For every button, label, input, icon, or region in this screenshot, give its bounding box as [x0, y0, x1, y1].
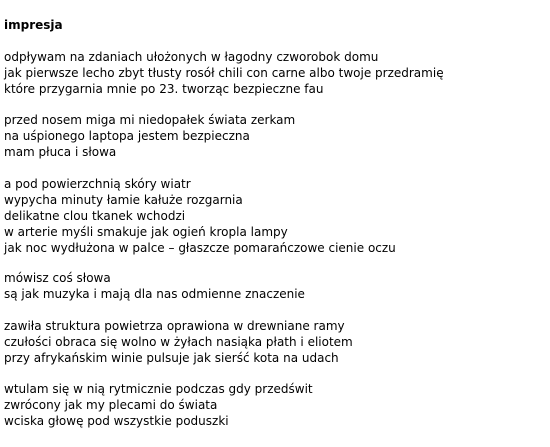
poem-line: a pod powierzchnią skóry wiatr	[4, 177, 191, 191]
stanza-5	[4, 318, 353, 366]
poem-line: wtulam się w nią rytmicznie podczas gdy przedświt	[4, 382, 313, 396]
poem-line: odpływam na zdaniach ułożonych w łagodny czworobok domu	[4, 50, 379, 64]
poem-line: w arterie myśli smakuje jak ogień kropla lampy	[4, 225, 288, 239]
poem-line: wypycha minuty łamie kałuże rozgarnia	[4, 193, 243, 207]
poem-line: zawiła struktura powietrza oprawiona w drewniane ramy	[4, 319, 345, 333]
poem-line: na uśpionego laptopa jestem bezpieczna	[4, 129, 250, 143]
poem-line: są jak muzyka i mają dla nas odmienne znaczenie	[4, 287, 305, 301]
poem-line: czułości obraca się wolno w żyłach nasiąka płath i eliotem	[4, 335, 353, 349]
poem-line: jak noc wydłużona w palce – głaszcze pomarańczowe cienie oczu	[4, 241, 396, 255]
poem-line: zwrócony jak my plecami do świata	[4, 398, 218, 412]
poem-line: delikatne clou tkanek wchodzi	[4, 209, 186, 223]
stanza-1	[4, 49, 444, 97]
poem-line: mam płuca i słowa	[4, 145, 117, 159]
poem-line: przed nosem miga mi niedopałek świata zerkam	[4, 113, 296, 127]
poem-title: impresja	[4, 18, 63, 32]
poem-line: przy afrykańskim winie pulsuje jak sierść kota na udach	[4, 351, 339, 365]
stanza-4	[4, 270, 305, 302]
stanza-6	[4, 381, 313, 429]
poem-line: które przygarnia mnie po 23. tworząc bezpieczne fau	[4, 82, 324, 96]
stanza-3	[4, 176, 396, 256]
poem-line: wciska głowę pod wszystkie poduszki	[4, 414, 229, 428]
poem-line: jak pierwsze lecho zbyt tłusty rosół chili con carne albo twoje przedramię	[4, 66, 444, 80]
poem-line: mówisz coś słowa	[4, 271, 111, 285]
stanza-2	[4, 112, 295, 160]
